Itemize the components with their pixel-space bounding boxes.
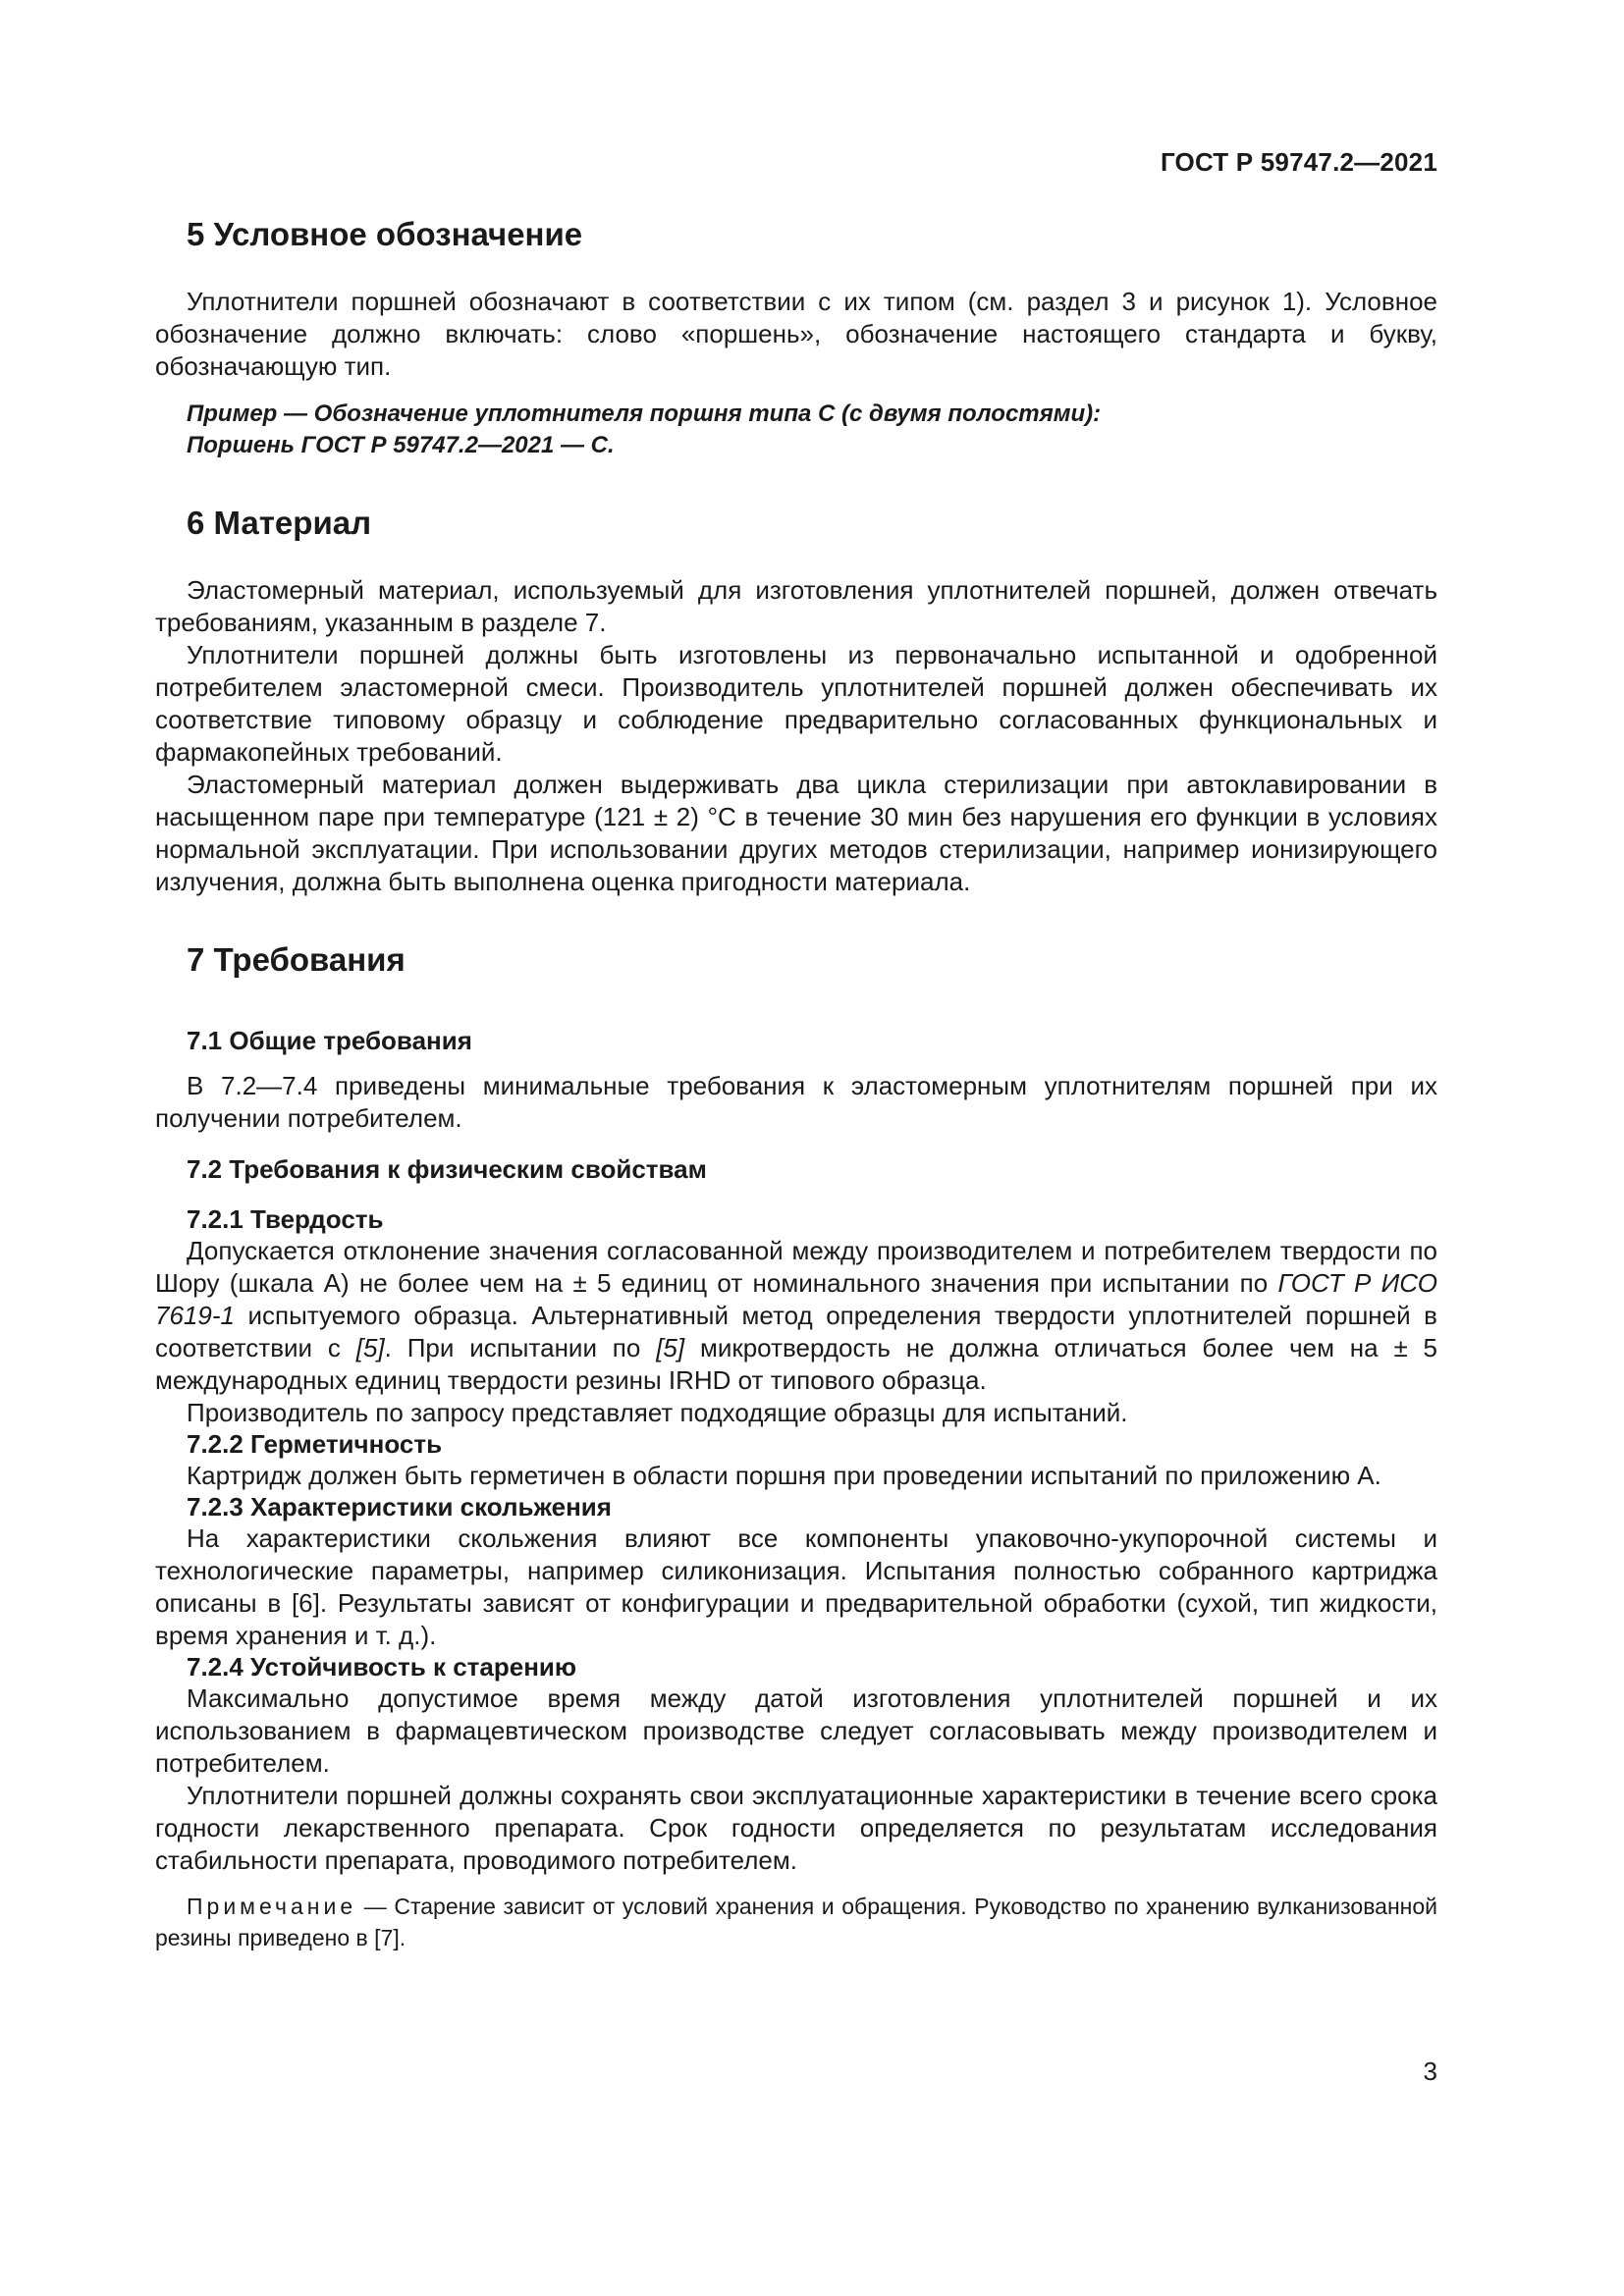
section-6-paragraph-3: Эластомерный материал должен выдерживать два цикла стерилизации при автоклавировании в насыщенном паре при температуре (121 ± 2) °С в течение 30 мин без нарушения его функции в условиях нормальной эксплуатации. При использовании других методов стерилизации, например ионизирующего излучения, должна быть выполнена оценка пригодности материала. bbox=[155, 770, 1437, 896]
gost-reference: ГОСТ Р ИСО 7619-1 bbox=[155, 1268, 1437, 1330]
section-7-1-title: 7.1 Общие требования bbox=[187, 1026, 472, 1055]
note-label: Примечание bbox=[187, 1894, 357, 1919]
note-text: — Старение зависит от условий хранения и обращения. Руководство по хранению вулканизованной резины приведено в [7]. bbox=[155, 1894, 1437, 1950]
section-7-2-4-title: 7.2.4 Устойчивость к старению bbox=[187, 1652, 577, 1682]
section-7-2-2-paragraph: Картридж должен быть герметичен в области поршня при проведении испытаний по приложению А. bbox=[187, 1461, 1381, 1490]
section-6-title: 6 Материал bbox=[187, 505, 372, 541]
page-number: 3 bbox=[1423, 2056, 1437, 2086]
reference-5: [5] bbox=[656, 1333, 685, 1362]
section-7-2-1-paragraph: Допускается отклонение значения согласованной между производителем и потребителем твердости по Шору (шкала А) не более чем на ± 5 единиц от номинального значения при испытании по ГОСТ Р ИСО 7619-1 испытуемого образца. Альтернативный метод определения твердости уплотнителей поршней в соответствии с [5]. При испытании по [5] микротвердость не должна отличаться более чем на ± 5 международных единиц твердости резины IRHD от типового образца. bbox=[155, 1236, 1438, 1395]
section-7-2-4-paragraph-1: Максимально допустимое время между датой изготовления уплотнителей поршней и их использованием в фармацевтическом производстве следует согласовывать между производителем и потребителем. bbox=[155, 1683, 1437, 1778]
section-5-paragraph: Уплотнители поршней обозначают в соответствии с их типом (см. раздел 3 и рисунок 1). Условное обозначение должно включать: слово «поршень», обозначение настоящего стандарта и букву, обозначающую тип. bbox=[155, 287, 1437, 381]
example-line-2: Поршень ГОСТ Р 59747.2—2021 — С. bbox=[187, 432, 615, 458]
section-7-2-3-paragraph: На характеристики скольжения влияют все компоненты упаковочно-укупорочной системы и технологические параметры, например силиконизация. Испытания полностью собранного картриджа описаны в [6]. Результаты зависят от конфигурации и предварительной обработки (сухой, тип жидкости, время хранения и т. д.). bbox=[155, 1523, 1437, 1650]
standard-code: ГОСТ Р 59747.2—2021 bbox=[1160, 147, 1437, 177]
section-7-2-title: 7.2 Требования к физическим свойствам bbox=[187, 1154, 707, 1184]
section-7-2-3-title: 7.2.3 Характеристики скольжения bbox=[187, 1492, 612, 1522]
reference-5: [5] bbox=[355, 1333, 385, 1362]
section-6-paragraph-2: Уплотнители поршней должны быть изготовлены из первоначально испытанной и одобренной потребителем эластомерной смеси. Производитель уплотнителей поршней должен обеспечивать их соответствие типовому образцу и соблюдение предварительно согласованных функциональных и фармакопейных требований. bbox=[155, 640, 1437, 767]
note bbox=[155, 1891, 1437, 1953]
section-5-title: 5 Условное обозначение bbox=[187, 216, 583, 252]
section-7-2-1-title: 7.2.1 Твердость bbox=[187, 1204, 384, 1234]
section-7-1-paragraph: В 7.2—7.4 приведены минимальные требования к эластомерным уплотнителям поршней при их получении потребителем. bbox=[155, 1071, 1437, 1133]
section-7-title: 7 Требования bbox=[187, 941, 406, 978]
page-content bbox=[155, 216, 1437, 1953]
section-7-2-4-paragraph-2: Уплотнители поршней должны сохранять свои эксплуатационные характеристики в течение всего срока годности лекарственного препарата. Срок годности определяется по результатам исследования стабильности препарата, проводимого потребителем. bbox=[155, 1781, 1437, 1875]
example-line-1: Пример — Обозначение уплотнителя поршня типа С (с двумя полостями): bbox=[187, 400, 1102, 427]
section-7-2-1-paragraph-2: Производитель по запросу представляет подходящие образцы для испытаний. bbox=[187, 1398, 1128, 1427]
section-7-2-2-title: 7.2.2 Герметичность bbox=[187, 1429, 443, 1459]
section-6-paragraph-1: Эластомерный материал, используемый для изготовления уплотнителей поршней, должен отвечать требованиям, указанным в разделе 7. bbox=[155, 575, 1437, 637]
